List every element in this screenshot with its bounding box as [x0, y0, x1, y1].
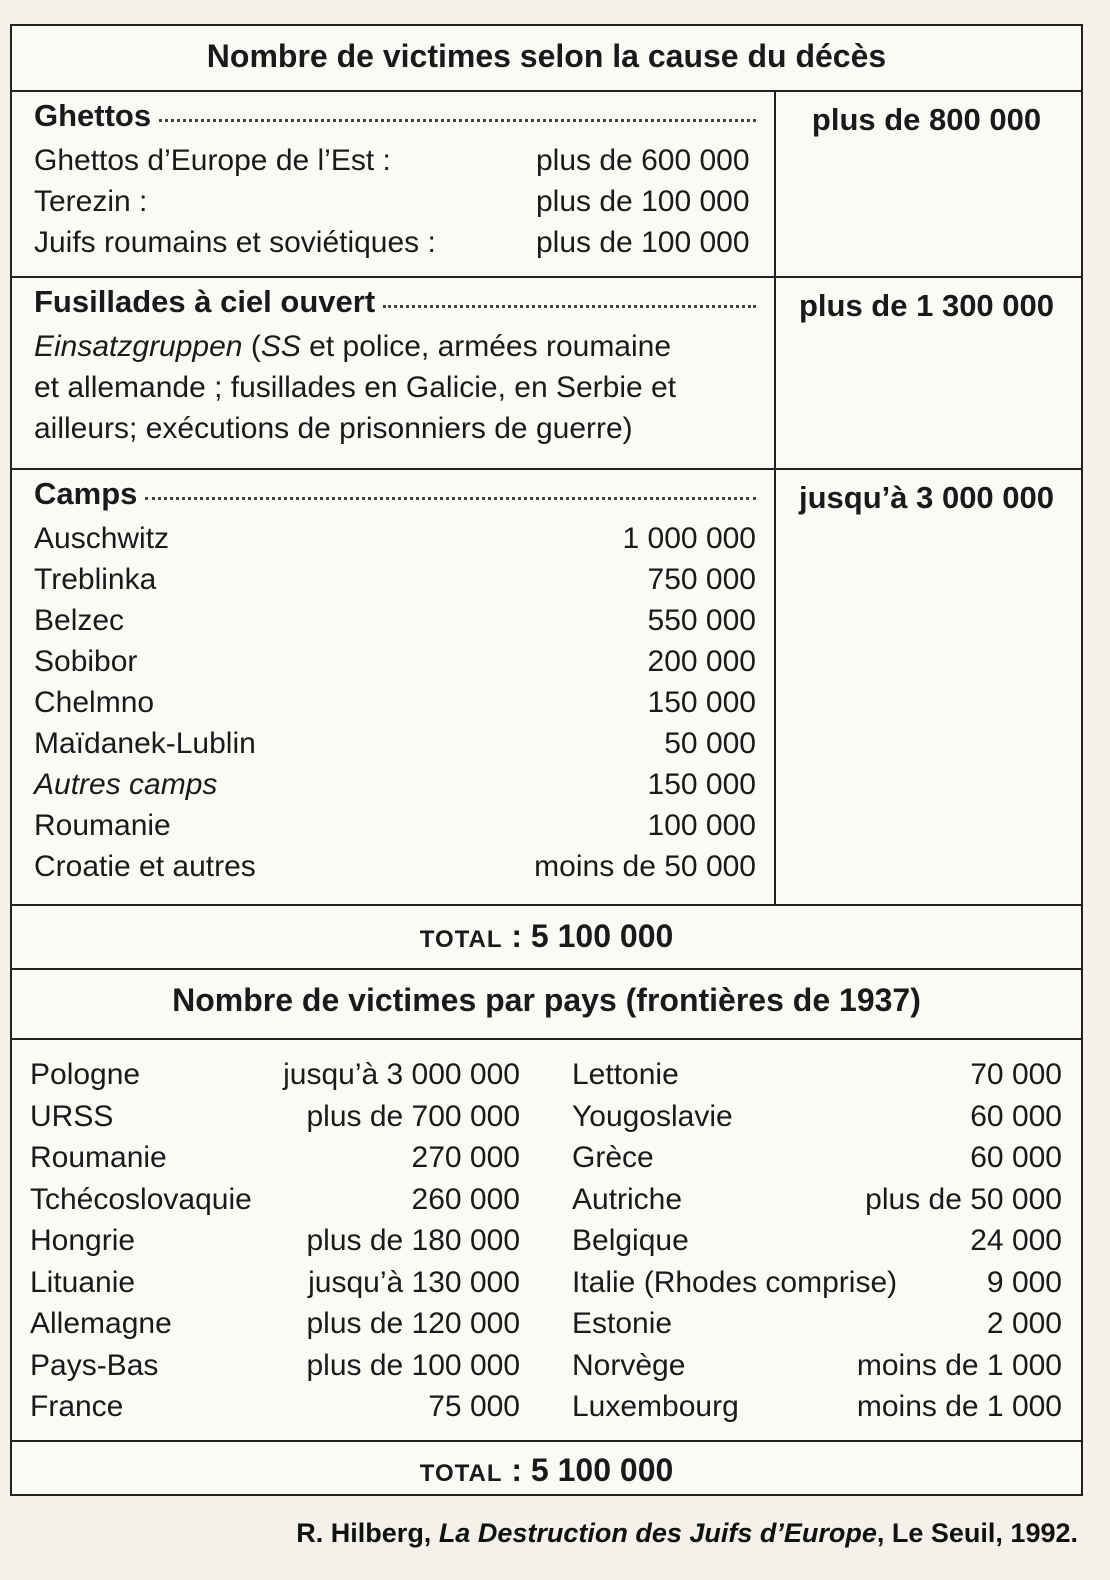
country-value: jusqu’à 3 000 000: [283, 1058, 520, 1091]
country-value: plus de 700 000: [306, 1099, 520, 1133]
country-table-title: Nombre de victimes par pays (frontières de 1937): [172, 982, 921, 1018]
country-name: Norvège: [572, 1348, 686, 1382]
row-value: plus de 100 000: [536, 185, 750, 218]
desc-text: (: [242, 330, 261, 363]
row-value: plus de 600 000: [536, 144, 750, 177]
camp-row: [34, 600, 756, 641]
country-value: 60 000: [970, 1099, 1062, 1133]
total-label: TOTAL: [419, 926, 503, 953]
country-name: Lettonie: [572, 1058, 679, 1091]
country-value: 2 000: [986, 1307, 1062, 1340]
country-name: Italie (Rhodes comprise): [572, 1265, 898, 1299]
desc-text: et allemande ; fusillades en Galicie, en Serbie et: [34, 371, 677, 404]
country-row: [572, 1220, 1062, 1262]
total-by-cause: [12, 918, 1081, 955]
country-value: 70 000: [970, 1058, 1062, 1091]
leader-dots: [159, 119, 756, 122]
desc-text: et police, armées roumaine: [300, 330, 672, 363]
country-row: [30, 1179, 520, 1221]
camp-value: 750 000: [647, 563, 756, 596]
country-row: [30, 1096, 520, 1138]
fusillades-description: [34, 326, 756, 449]
country-value: plus de 50 000: [865, 1182, 1062, 1216]
total-label: TOTAL: [419, 1460, 503, 1487]
fusillades-total: plus de 1 300 000: [798, 288, 1055, 323]
camp-name: Chelmno: [34, 686, 155, 719]
camp-value: moins de 50 000: [534, 850, 756, 883]
total-value: : 5 100 000: [502, 918, 674, 954]
country-value: plus de 120 000: [306, 1307, 520, 1340]
ghettos-row: [34, 222, 756, 263]
camp-name: Croatie et autres: [34, 850, 256, 883]
country-row: [572, 1096, 1062, 1138]
country-name: France: [30, 1390, 124, 1423]
ghettos-section: [12, 92, 1081, 276]
camp-name: Sobibor: [34, 645, 138, 678]
camps-heading: Camps: [34, 476, 138, 511]
country-name: Luxembourg: [572, 1390, 739, 1423]
camp-name: Treblinka: [34, 563, 157, 596]
country-row: [30, 1345, 520, 1387]
country-name: Yougoslavie: [572, 1099, 733, 1133]
country-row: [572, 1054, 1062, 1096]
country-value: jusqu’à 130 000: [308, 1265, 520, 1299]
country-row: [572, 1262, 1062, 1304]
cause-table-title: Nombre de victimes selon la cause du décès: [206, 38, 887, 74]
country-name: Tchécoslovaquie: [30, 1182, 252, 1216]
country-row: [30, 1386, 520, 1428]
country-value: 75 000: [428, 1390, 520, 1423]
divider: [12, 1440, 1081, 1442]
camp-value: 100 000: [647, 809, 756, 842]
countries-left-column: [30, 1054, 520, 1428]
total-by-country: [12, 1452, 1081, 1489]
country-value: 9 000: [986, 1265, 1062, 1299]
row-label: Terezin :: [34, 185, 148, 218]
camp-value: 50 000: [664, 727, 756, 760]
desc-text: ailleurs; exécutions de prisonniers de guerre): [34, 412, 633, 445]
country-name: Belgique: [572, 1224, 689, 1257]
country-name: Roumanie: [30, 1141, 167, 1174]
camp-row: [34, 723, 756, 764]
country-name: URSS: [30, 1099, 114, 1133]
source-author: R. Hilberg,: [296, 1518, 439, 1548]
countries-right-column: [572, 1054, 1062, 1428]
ghettos-row: [34, 181, 756, 222]
divider: [12, 904, 1081, 906]
camp-value: 200 000: [647, 645, 756, 678]
camp-row: [34, 805, 756, 846]
country-name: Allemagne: [30, 1307, 172, 1340]
country-row: [30, 1220, 520, 1262]
camp-name: Auschwitz: [34, 522, 170, 555]
row-label: Ghettos d’Europe de l’Est :: [34, 144, 391, 177]
country-value: plus de 100 000: [306, 1348, 520, 1382]
country-row: [572, 1386, 1062, 1428]
camp-row: [34, 559, 756, 600]
country-name: Lituanie: [30, 1265, 136, 1299]
desc-ss: SS: [260, 330, 301, 363]
country-name: Estonie: [572, 1307, 673, 1340]
country-row: [572, 1303, 1062, 1345]
camps-total: jusqu’à 3 000 000: [798, 480, 1055, 515]
country-value: moins de 1 000: [856, 1348, 1062, 1382]
ghettos-heading: Ghettos: [34, 98, 152, 133]
country-name: Autriche: [572, 1182, 683, 1216]
country-name: Pologne: [30, 1058, 141, 1091]
camp-row: [34, 518, 756, 559]
camp-value: 150 000: [647, 686, 756, 719]
country-value: 270 000: [411, 1141, 520, 1174]
divider: [12, 968, 1081, 970]
country-value: 24 000: [970, 1224, 1062, 1257]
camp-name: Autres camps: [34, 768, 218, 801]
country-name: Hongrie: [30, 1224, 136, 1257]
row-value: plus de 100 000: [536, 226, 750, 259]
country-row: [30, 1303, 520, 1345]
country-value: moins de 1 000: [856, 1390, 1062, 1423]
ghettos-row: [34, 140, 756, 181]
leader-dots: [145, 497, 756, 500]
country-row: [30, 1262, 520, 1304]
country-row: [572, 1137, 1062, 1179]
camps-section: [12, 470, 1081, 904]
fusillades-heading: Fusillades à ciel ouvert: [34, 284, 376, 319]
camp-row: [34, 682, 756, 723]
camp-row: [34, 846, 756, 887]
country-name: Grèce: [572, 1141, 654, 1174]
fusillades-section: [12, 278, 1081, 468]
camp-value: 550 000: [647, 604, 756, 637]
country-value: plus de 180 000: [306, 1224, 520, 1257]
source-book: La Destruction des Juifs d’Europe: [438, 1518, 877, 1548]
total-value: : 5 100 000: [502, 1452, 674, 1488]
camp-name: Maïdanek-Lublin: [34, 727, 256, 760]
country-row: [30, 1054, 520, 1096]
country-name: Pays-Bas: [30, 1348, 159, 1382]
country-row: [572, 1345, 1062, 1387]
country-row: [572, 1179, 1062, 1221]
source-citation: [296, 1518, 1078, 1549]
ghettos-total: plus de 800 000: [811, 102, 1042, 137]
row-label: Juifs roumains et soviétiques :: [34, 226, 436, 259]
camp-value: 150 000: [647, 768, 756, 801]
camp-value: 1 000 000: [622, 522, 756, 555]
divider: [12, 1038, 1081, 1040]
camp-name: Roumanie: [34, 809, 171, 842]
country-value: 260 000: [411, 1182, 520, 1216]
victims-table: [10, 24, 1083, 1496]
camp-row: [34, 764, 756, 805]
column-divider: [774, 92, 776, 904]
camp-name: Belzec: [34, 604, 125, 637]
leader-dots: [383, 305, 756, 308]
desc-italic: Einsatzgruppen: [34, 330, 243, 363]
country-value: 60 000: [970, 1141, 1062, 1174]
camp-row: [34, 641, 756, 682]
source-publisher: , Le Seuil, 1992.: [876, 1518, 1078, 1548]
country-row: [30, 1137, 520, 1179]
